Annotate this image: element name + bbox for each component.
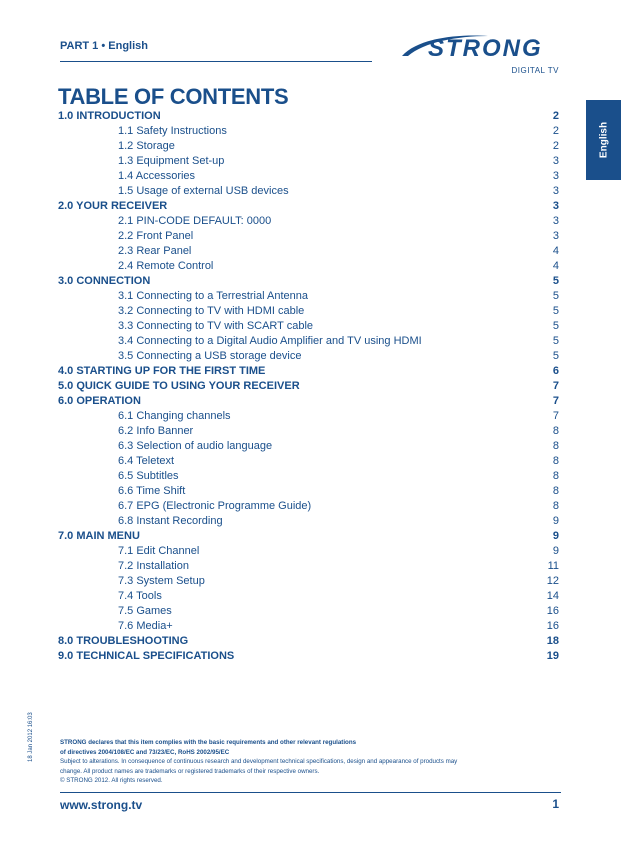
toc-subsection-entry[interactable] <box>58 349 559 364</box>
toc-subsection-entry[interactable] <box>58 214 559 229</box>
toc-entry-page: 5 <box>552 335 559 347</box>
header-rule <box>60 61 372 62</box>
toc-entry-label: 2.3 Rear Panel <box>118 245 192 257</box>
toc-section-entry[interactable] <box>58 199 559 214</box>
toc-entry-page: 9 <box>552 530 559 542</box>
toc-entry-label: 3.0 CONNECTION <box>58 275 151 287</box>
toc-entry-page: 12 <box>546 575 559 587</box>
logo-subtitle: DIGITAL TV <box>511 66 559 75</box>
toc-entry-page: 2 <box>552 110 559 122</box>
side-tab-label: English <box>598 121 609 159</box>
toc-subsection-entry[interactable] <box>58 424 559 439</box>
toc-entry-page: 6 <box>552 365 559 377</box>
toc-entry-label: 2.4 Remote Control <box>118 260 214 272</box>
toc-entry-label: 3.3 Connecting to TV with SCART cable <box>118 320 314 332</box>
toc-entry-page: 5 <box>552 320 559 332</box>
toc-subsection-entry[interactable] <box>58 319 559 334</box>
language-side-tab <box>586 100 621 180</box>
toc-section-entry[interactable] <box>58 649 559 664</box>
toc-entry-page: 8 <box>552 470 559 482</box>
toc-entry-label: 6.3 Selection of audio language <box>118 440 273 452</box>
toc-subsection-entry[interactable] <box>58 484 559 499</box>
toc-entry-label: 6.6 Time Shift <box>118 485 186 497</box>
toc-subsection-entry[interactable] <box>58 514 559 529</box>
toc-entry-page: 9 <box>552 545 559 557</box>
page-title: TABLE OF CONTENTS <box>58 84 289 109</box>
table-of-contents <box>58 109 559 664</box>
toc-entry-label: 3.5 Connecting a USB storage device <box>118 350 302 362</box>
toc-entry-label: 2.0 YOUR RECEIVER <box>58 200 168 212</box>
toc-entry-label: 3.1 Connecting to a Terrestrial Antenna <box>118 290 308 302</box>
toc-entry-page: 2 <box>552 140 559 152</box>
toc-entry-label: 6.4 Teletext <box>118 455 175 467</box>
toc-entry-page: 9 <box>552 515 559 527</box>
toc-entry-label: 2.1 PIN-CODE DEFAULT: 0000 <box>118 215 272 227</box>
page-number: 1 <box>552 797 559 811</box>
toc-entry-page: 3 <box>552 215 559 227</box>
toc-entry-page: 7 <box>552 380 559 392</box>
toc-subsection-entry[interactable] <box>58 184 559 199</box>
website-url[interactable]: www.strong.tv <box>60 798 143 812</box>
toc-entry-page: 4 <box>552 260 559 272</box>
toc-subsection-entry[interactable] <box>58 259 559 274</box>
toc-entry-label: 5.0 QUICK GUIDE TO USING YOUR RECEIVER <box>58 380 300 392</box>
part-label: PART 1 • English <box>60 40 148 52</box>
toc-subsection-entry[interactable] <box>58 124 559 139</box>
toc-entry-page: 18 <box>546 635 559 647</box>
toc-entry-page: 3 <box>552 155 559 167</box>
toc-subsection-entry[interactable] <box>58 619 559 634</box>
toc-entry-label: 6.2 Info Banner <box>118 425 194 437</box>
toc-subsection-entry[interactable] <box>58 169 559 184</box>
toc-entry-label: 6.5 Subtitles <box>118 470 179 482</box>
footer-rule <box>60 792 561 793</box>
toc-entry-label: 4.0 STARTING UP FOR THE FIRST TIME <box>58 365 266 377</box>
toc-entry-label: 1.2 Storage <box>118 140 175 152</box>
toc-entry-page: 5 <box>552 290 559 302</box>
toc-entry-page: 5 <box>552 275 559 287</box>
toc-entry-label: 7.1 Edit Channel <box>118 545 200 557</box>
toc-entry-label: 7.4 Tools <box>118 590 162 602</box>
toc-entry-label: 7.0 MAIN MENU <box>58 530 140 542</box>
toc-subsection-entry[interactable] <box>58 559 559 574</box>
toc-section-entry[interactable] <box>58 379 559 394</box>
print-date-note: 18 Jan 2012 16:03 <box>28 712 34 762</box>
toc-section-entry[interactable] <box>58 394 559 409</box>
toc-subsection-entry[interactable] <box>58 454 559 469</box>
toc-subsection-entry[interactable] <box>58 439 559 454</box>
toc-section-entry[interactable] <box>58 109 559 124</box>
footer-line: STRONG declares that this item complies with the basic requirements and other relevant regulations <box>60 739 357 746</box>
toc-entry-label: 1.5 Usage of external USB devices <box>118 185 289 197</box>
toc-entry-label: 6.7 EPG (Electronic Programme Guide) <box>118 500 312 512</box>
toc-entry-page: 14 <box>546 590 559 602</box>
toc-entry-label: 1.0 INTRODUCTION <box>58 110 161 122</box>
toc-entry-page: 19 <box>546 650 559 662</box>
toc-entry-page: 7 <box>552 395 559 407</box>
toc-entry-label: 7.6 Media+ <box>118 620 173 632</box>
toc-subsection-entry[interactable] <box>58 499 559 514</box>
footer-line: © STRONG 2012. All rights reserved. <box>60 777 163 784</box>
toc-entry-page: 4 <box>552 245 559 257</box>
toc-subsection-entry[interactable] <box>58 589 559 604</box>
toc-entry-page: 5 <box>552 350 559 362</box>
toc-entry-label: 6.0 OPERATION <box>58 395 141 407</box>
toc-entry-page: 8 <box>552 500 559 512</box>
footer-line: change. All product names are trademarks or registered trademarks of their respective owners. <box>60 767 320 775</box>
toc-subsection-entry[interactable] <box>58 409 559 424</box>
toc-entry-label: 3.2 Connecting to TV with HDMI cable <box>118 305 305 317</box>
toc-entry-label: 1.3 Equipment Set-up <box>118 155 225 167</box>
toc-section-entry[interactable] <box>58 364 559 379</box>
toc-entry-page: 11 <box>547 560 559 572</box>
toc-subsection-entry[interactable] <box>58 289 559 304</box>
toc-entry-label: 7.3 System Setup <box>118 575 205 587</box>
toc-entry-page: 8 <box>552 485 559 497</box>
toc-entry-page: 5 <box>552 305 559 317</box>
toc-subsection-entry[interactable] <box>58 154 559 169</box>
toc-entry-page: 16 <box>546 605 559 617</box>
toc-entry-page: 3 <box>552 170 559 182</box>
toc-entry-label: 6.8 Instant Recording <box>118 515 223 527</box>
toc-section-entry[interactable] <box>58 529 559 544</box>
toc-entry-label: 3.4 Connecting to a Digital Audio Amplifier and TV using HDMI <box>118 335 422 347</box>
toc-subsection-entry[interactable] <box>58 139 559 154</box>
toc-entry-page: 3 <box>552 200 559 212</box>
toc-section-entry[interactable] <box>58 274 559 289</box>
toc-subsection-entry[interactable] <box>58 244 559 259</box>
toc-entry-page: 3 <box>552 185 559 197</box>
toc-subsection-entry[interactable] <box>58 334 559 349</box>
footer-line: of directives 2004/108/EC and 73/23/EC, RoHS 2002/95/EC <box>60 748 230 756</box>
footer-line: Subject to alterations. In consequence of continuous research and development technical specifications, design and appearance of products may <box>60 758 458 765</box>
toc-entry-label: 7.2 Installation <box>118 560 189 572</box>
toc-entry-label: 9.0 TECHNICAL SPECIFICATIONS <box>58 650 235 662</box>
toc-entry-page: 2 <box>552 125 559 137</box>
toc-subsection-entry[interactable] <box>58 544 559 559</box>
toc-entry-page: 3 <box>552 230 559 242</box>
footer-legal-text <box>60 738 550 786</box>
toc-subsection-entry[interactable] <box>58 574 559 589</box>
toc-entry-label: 2.2 Front Panel <box>118 230 194 242</box>
toc-entry-page: 8 <box>552 440 559 452</box>
toc-section-entry[interactable] <box>58 634 559 649</box>
toc-entry-page: 8 <box>552 455 559 467</box>
toc-entry-page: 7 <box>552 410 559 422</box>
toc-entry-page: 16 <box>546 620 559 632</box>
toc-entry-page: 8 <box>552 425 559 437</box>
toc-subsection-entry[interactable] <box>58 604 559 619</box>
toc-subsection-entry[interactable] <box>58 229 559 244</box>
toc-entry-label: 1.1 Safety Instructions <box>118 125 227 137</box>
logo-wordmark: STRONG <box>428 35 543 62</box>
toc-entry-label: 8.0 TROUBLESHOOTING <box>58 635 189 647</box>
toc-entry-label: 1.4 Accessories <box>118 170 196 182</box>
toc-entry-label: 7.5 Games <box>118 605 172 617</box>
toc-subsection-entry[interactable] <box>58 469 559 484</box>
toc-subsection-entry[interactable] <box>58 304 559 319</box>
toc-entry-label: 6.1 Changing channels <box>118 410 231 422</box>
